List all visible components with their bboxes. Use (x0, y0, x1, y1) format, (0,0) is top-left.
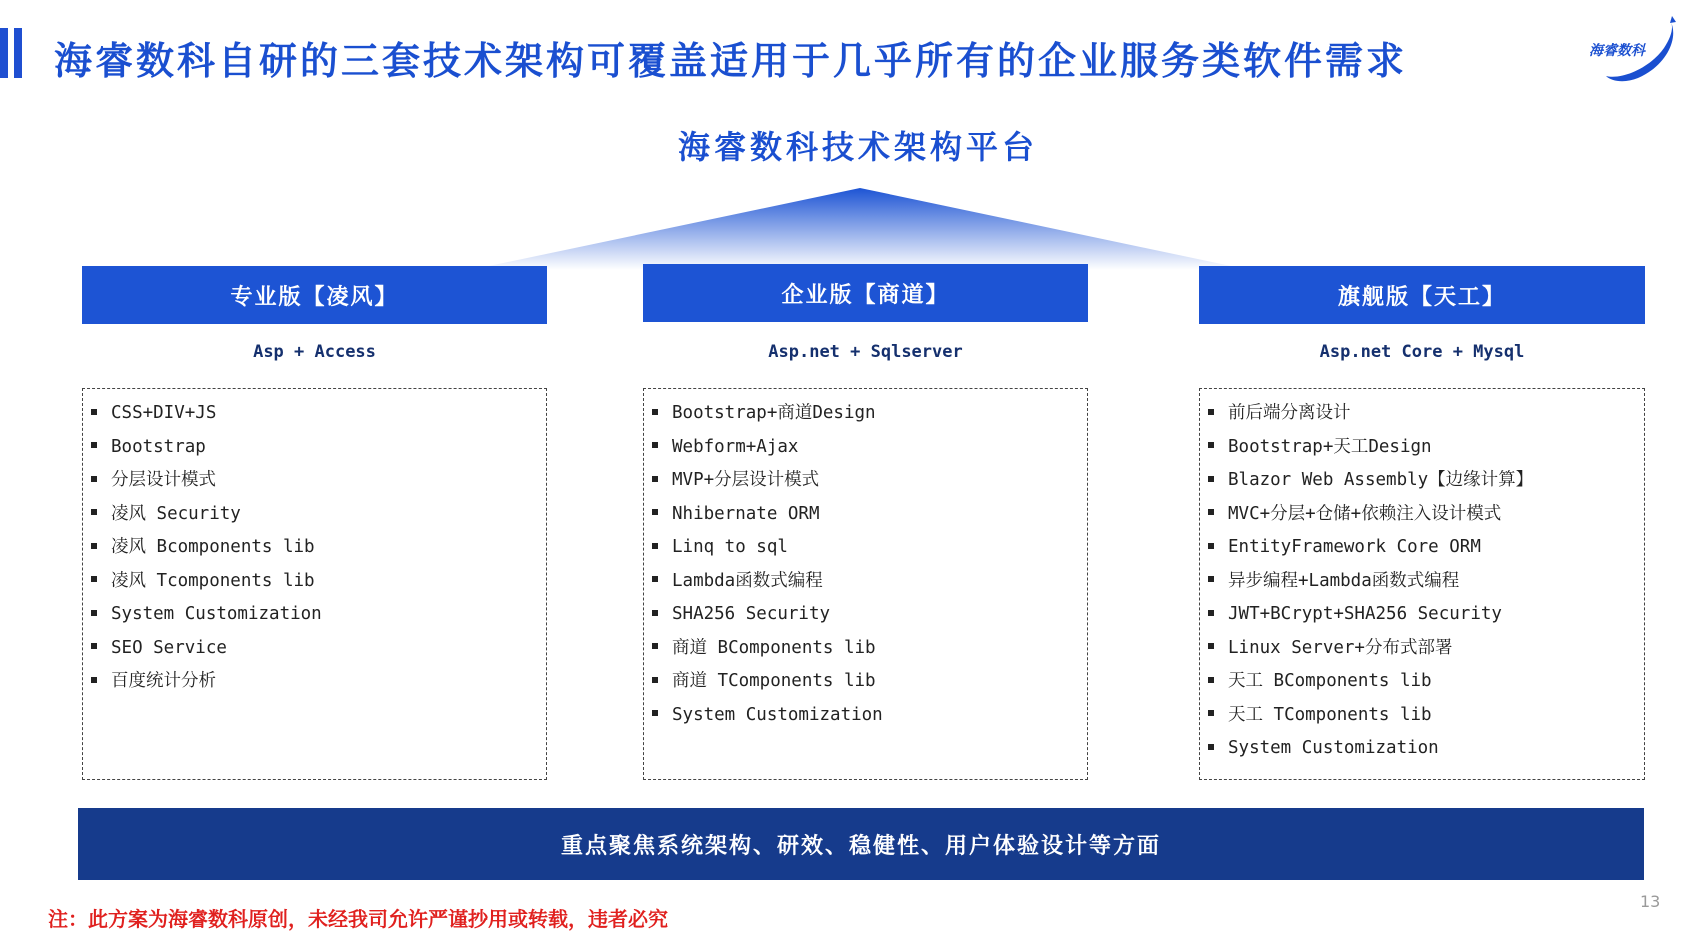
feature-box-enterprise (643, 388, 1088, 780)
bullet-icon (1208, 476, 1214, 482)
slide-title: 海睿数科自研的三套技术架构可覆盖适用于几乎所有的企业服务类软件需求 (54, 38, 1408, 83)
feature-item: Bootstrap (91, 431, 546, 465)
bullet-icon (1208, 442, 1214, 448)
feature-item: SHA256 Security (652, 598, 1087, 632)
bullet-icon (91, 643, 97, 649)
bullet-icon (1208, 509, 1214, 515)
bullet-icon (91, 509, 97, 515)
feature-item: System Customization (91, 598, 546, 632)
feature-item: 百度统计分析 (91, 665, 546, 699)
feature-item: 天工 TComponents lib (1208, 699, 1644, 733)
feature-item: CSS+DIV+JS (91, 397, 546, 431)
bullet-icon (1208, 409, 1214, 415)
copyright-note: 注：此方案为海睿数科原创，未经我司允许严谨抄用或转载，违者必究 (48, 907, 668, 931)
edition-header-enterprise (643, 264, 1088, 322)
bullet-icon (1208, 543, 1214, 549)
edition-name: 旗舰版【天工】 (1337, 283, 1506, 310)
title-accent-bar (0, 28, 8, 78)
bullet-icon (91, 610, 97, 616)
bullet-icon (1208, 744, 1214, 750)
feature-item: System Customization (1208, 732, 1644, 766)
feature-item: 凌风 Security (91, 498, 546, 532)
bullet-icon (1208, 677, 1214, 683)
bullet-icon (652, 543, 658, 549)
edition-tech-flagship: Asp.net Core + Mysql (1319, 342, 1525, 362)
feature-item: 前后端分离设计 (1208, 397, 1644, 431)
feature-item: JWT+BCrypt+SHA256 Security (1208, 598, 1644, 632)
bullet-icon (652, 509, 658, 515)
page-number: 13 (1640, 892, 1661, 911)
bullet-icon (91, 543, 97, 549)
feature-item: Lambda函数式编程 (652, 565, 1087, 599)
bullet-icon (91, 576, 97, 582)
feature-item: EntityFramework Core ORM (1208, 531, 1644, 565)
feature-item: Blazor Web Assembly【边缘计算】 (1208, 464, 1644, 498)
bullet-icon (652, 643, 658, 649)
feature-box-pro (82, 388, 547, 780)
platform-roof-gradient (470, 188, 1250, 270)
feature-item: SEO Service (91, 632, 546, 666)
bullet-icon (1208, 710, 1214, 716)
feature-item: 凌风 Tcomponents lib (91, 565, 546, 599)
feature-item: Webform+Ajax (652, 431, 1087, 465)
feature-item: Linux Server+分布式部署 (1208, 632, 1644, 666)
bullet-icon (1208, 643, 1214, 649)
edition-tech-pro: Asp + Access (253, 342, 376, 362)
bullet-icon (652, 677, 658, 683)
bullet-icon (91, 442, 97, 448)
bullet-icon (1208, 576, 1214, 582)
edition-header-pro (82, 266, 547, 324)
feature-item: 商道 TComponents lib (652, 665, 1087, 699)
feature-box-flagship (1199, 388, 1645, 780)
feature-item: 凌风 Bcomponents lib (91, 531, 546, 565)
feature-item: 异步编程+Lambda函数式编程 (1208, 565, 1644, 599)
bullet-icon (91, 476, 97, 482)
edition-tech-enterprise: Asp.net + Sqlserver (768, 342, 963, 362)
bullet-icon (652, 442, 658, 448)
feature-item: Nhibernate ORM (652, 498, 1087, 532)
platform-title: 海睿数科技术架构平台 (677, 128, 1038, 166)
bullet-icon (91, 409, 97, 415)
bullet-icon (1208, 610, 1214, 616)
feature-item: Bootstrap+商道Design (652, 397, 1087, 431)
title-accent-bar-secondary (14, 28, 22, 78)
bullet-icon (91, 677, 97, 683)
bullet-icon (652, 409, 658, 415)
feature-item: 分层设计模式 (91, 464, 546, 498)
feature-item: Linq to sql (652, 531, 1087, 565)
feature-item: 天工 BComponents lib (1208, 665, 1644, 699)
edition-name: 企业版【商道】 (781, 281, 950, 308)
edition-header-flagship (1199, 266, 1645, 324)
focus-banner (78, 808, 1644, 880)
bullet-icon (652, 610, 658, 616)
bullet-icon (652, 476, 658, 482)
feature-item: MVP+分层设计模式 (652, 464, 1087, 498)
bullet-icon (652, 710, 658, 716)
bullet-icon (652, 576, 658, 582)
feature-item: MVC+分层+仓储+依赖注入设计模式 (1208, 498, 1644, 532)
feature-item: Bootstrap+天工Design (1208, 431, 1644, 465)
company-logo-text: 海睿数科 (1589, 43, 1645, 59)
edition-name: 专业版【凌风】 (230, 283, 399, 310)
focus-text: 重点聚焦系统架构、研效、稳健性、用户体验设计等方面 (560, 832, 1161, 859)
feature-item: System Customization (652, 699, 1087, 733)
feature-item: 商道 BComponents lib (652, 632, 1087, 666)
